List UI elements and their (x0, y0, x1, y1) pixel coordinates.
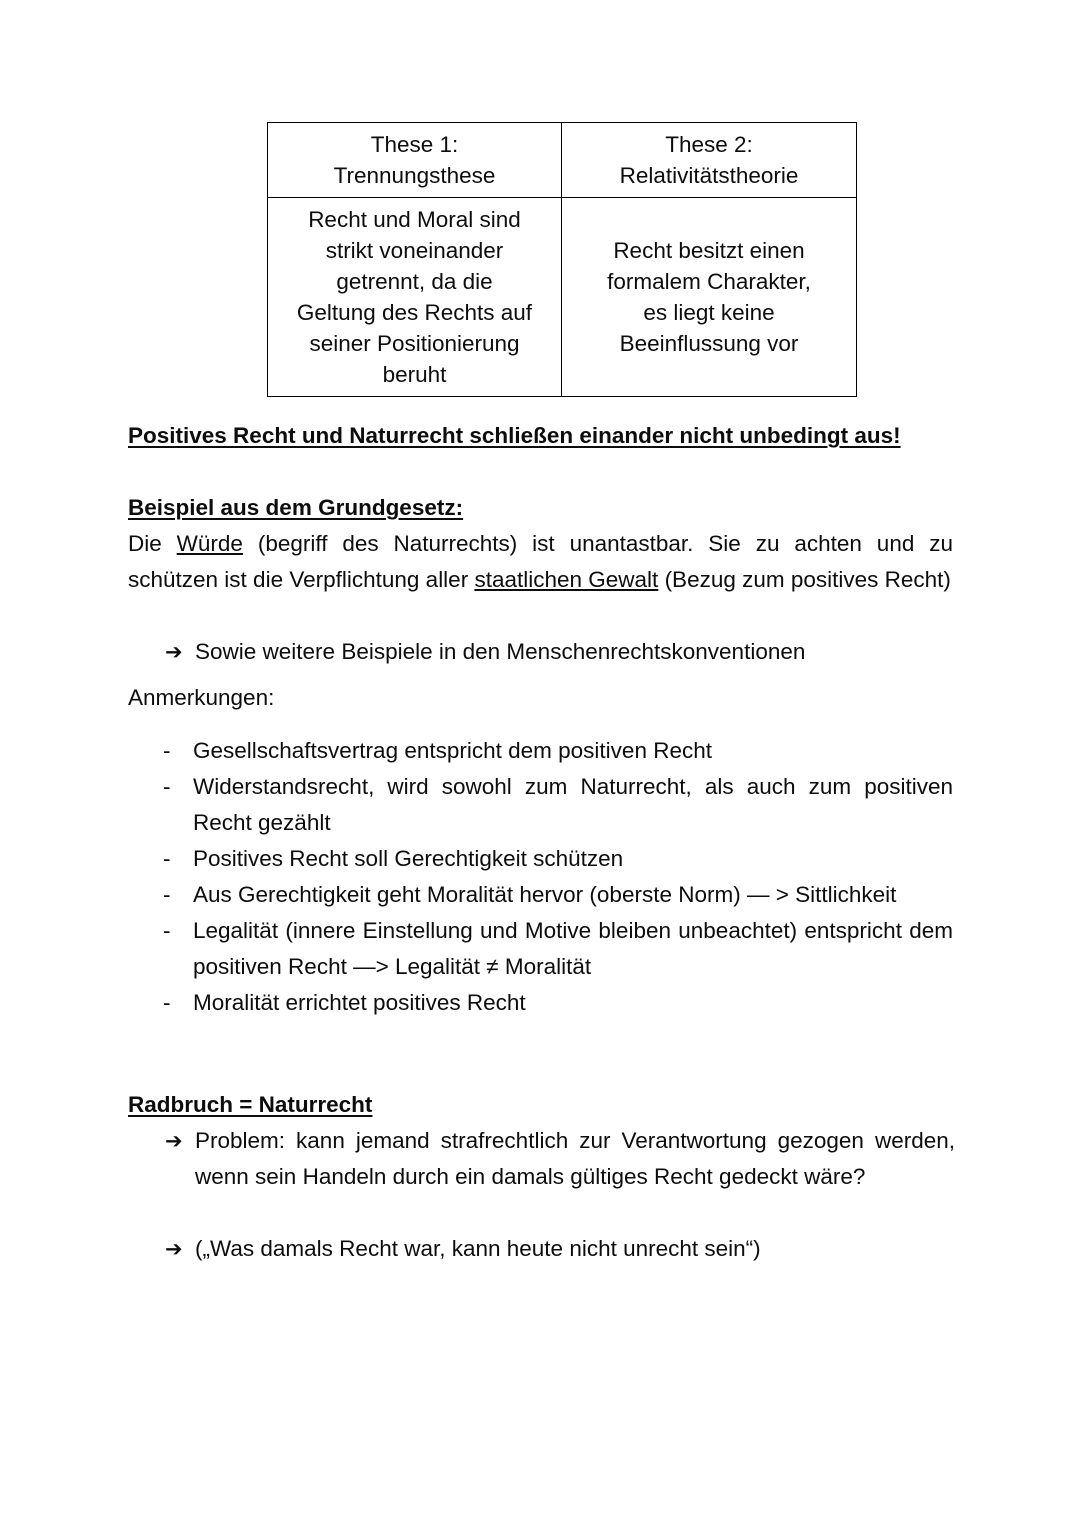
cell-text-line: formalem Charakter, (607, 269, 811, 294)
table-header-cell-these-1 (268, 123, 562, 198)
table-header-cell-these-2 (562, 123, 857, 198)
cell-text-line: Beeinflussung vor (619, 331, 799, 356)
table-body-cell-these-1 (268, 198, 562, 397)
cell-text-line: es liegt keine (643, 300, 775, 325)
list-item (163, 769, 953, 841)
list-item-text: Aus Gerechtigkeit geht Moralität hervor (oberste Norm) — > Sittlichkeit (193, 882, 897, 907)
these-2-title: These 2: (665, 132, 753, 157)
these-1-title: These 1: (370, 132, 459, 157)
list-bullet-dash: - (163, 774, 171, 799)
arrow-item-text: („Was damals Recht war, kann heute nicht unrecht sein“) (195, 1236, 761, 1261)
underlined-term-staatliche-gewalt: staatlichen Gewalt (474, 567, 659, 592)
arrow-right-icon: ➔ (165, 1129, 183, 1153)
arrow-item-text: Sowie weitere Beispiele in den Menschenrechtskonventionen (195, 639, 806, 664)
list-item-text: Positives Recht soll Gerechtigkeit schützen (193, 846, 624, 871)
notes-list (163, 733, 953, 1021)
list-item-text: Widerstandsrecht, wird sowohl zum Naturrecht, als auch zum positiven Recht gezählt (193, 774, 953, 835)
notes-label: Anmerkungen: (128, 685, 275, 710)
paragraph-part-3: (Bezug zum positives Recht) (658, 567, 951, 592)
arrow-item-radbruch-quote (165, 1231, 955, 1267)
cell-text-line: strikt voneinander (325, 238, 504, 263)
list-item (163, 841, 953, 877)
these-1-subtitle: Trennungsthese (333, 163, 496, 188)
arrow-item-example-followup (165, 634, 955, 670)
table-row-body (268, 198, 857, 397)
list-bullet-dash: - (163, 882, 171, 907)
cell-text-line: Geltung des Rechts auf (296, 300, 533, 325)
table-body-cell-these-2 (562, 198, 857, 397)
list-item-text: Gesellschaftsvertrag entspricht dem positiven Recht (193, 738, 712, 763)
arrow-right-icon: ➔ (165, 1237, 183, 1261)
these-2-subtitle: Relativitätstheorie (619, 163, 799, 188)
cell-text-line: Recht besitzt einen (613, 238, 805, 263)
arrow-item-radbruch-problem (165, 1123, 955, 1195)
list-bullet-dash: - (163, 846, 171, 871)
list-item-text: Moralität errichtet positives Recht (193, 990, 526, 1015)
cell-text-line: seiner Positionierung (309, 331, 520, 356)
list-item (163, 985, 953, 1021)
list-bullet-dash: - (163, 918, 171, 943)
arrow-right-icon: ➔ (165, 640, 183, 664)
heading-main-statement: Positives Recht und Naturrecht schließen einander nicht unbedingt aus! (128, 423, 901, 448)
underlined-term-wuerde: Würde (176, 531, 243, 556)
paragraph-part-2: (begriff des Naturrechts) ist unantastbar. Sie zu achten und zu schützen ist die Verpflichtung aller (128, 531, 953, 592)
list-item-text: Legalität (innere Einstellung und Motive bleiben unbeachtet) entspricht dem positiven Recht —> Legalität ≠ Moralität (193, 918, 953, 979)
table-row-header (268, 123, 857, 198)
heading-example: Beispiel aus dem Grundgesetz: (128, 495, 464, 520)
paragraph-grundgesetz (128, 526, 953, 598)
paragraph-part-1: Die (128, 531, 177, 556)
cell-text-line: getrennt, da die (336, 269, 493, 294)
cell-text-line: beruht (382, 362, 447, 387)
list-item (163, 733, 953, 769)
list-item (163, 913, 953, 985)
cell-text-line: Recht und Moral sind (308, 207, 521, 232)
heading-radbruch: Radbruch = Naturrecht (128, 1092, 373, 1117)
list-bullet-dash: - (163, 738, 171, 763)
arrow-item-text: Problem: kann jemand strafrechtlich zur Verantwortung gezogen werden, wenn sein Handeln durch ein damals gültiges Recht gedeckt wäre? (195, 1128, 955, 1189)
list-bullet-dash: - (163, 990, 171, 1015)
list-item (163, 877, 953, 913)
thesis-comparison-table (267, 122, 857, 397)
